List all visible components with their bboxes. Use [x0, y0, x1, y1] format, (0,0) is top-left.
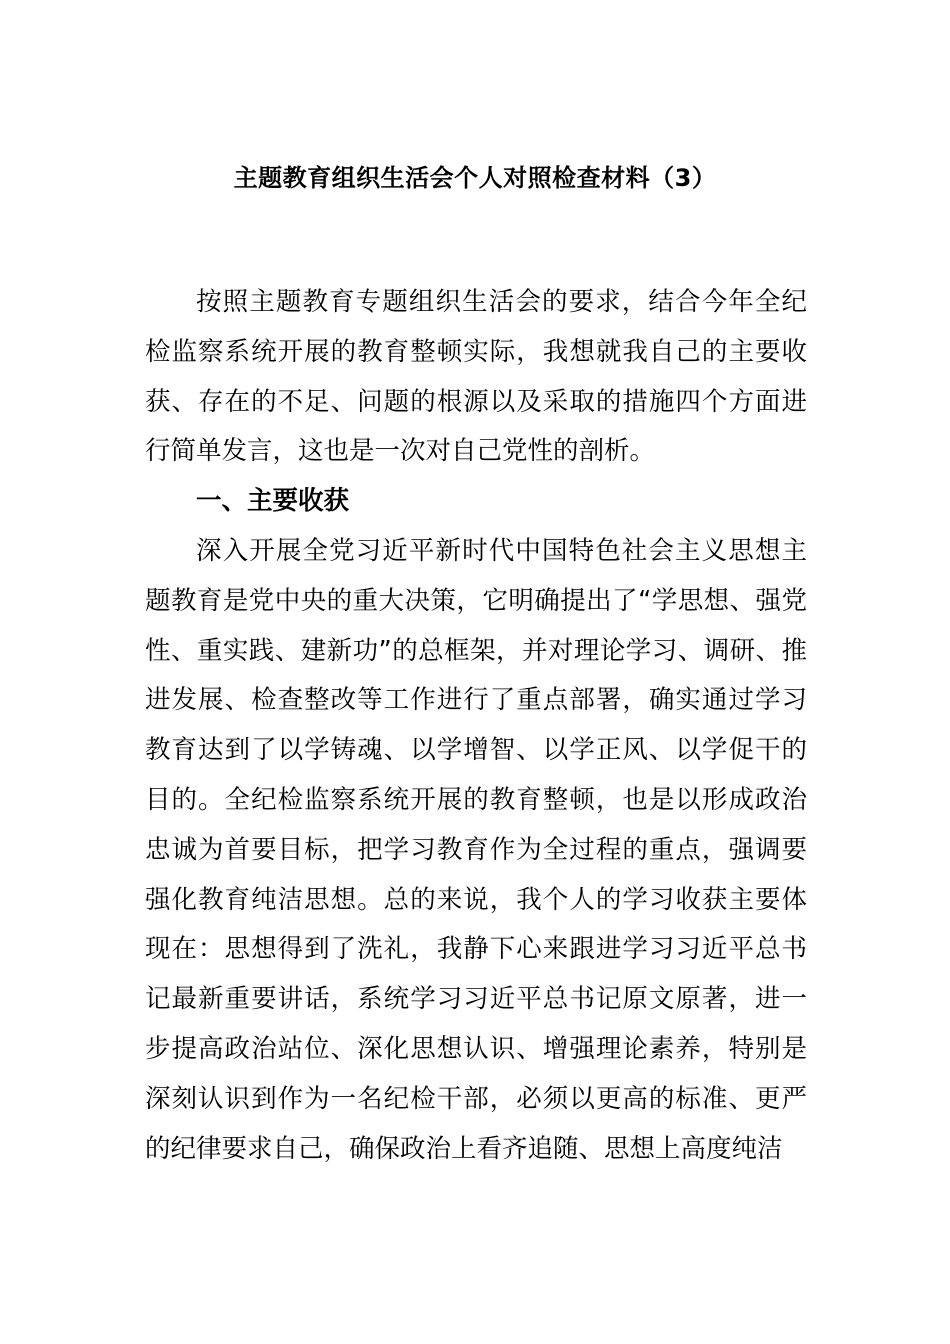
document-title: 主题教育组织生活会个人对照检查材料（3）: [233, 164, 717, 192]
section-paragraph-main-gains: 深入开展全党习近平新时代中国特色社会主义思想主题教育是党中央的重大决策，它明确提出了“学思想、强党性、重实践、建新功”的总框架，并对理论学习、调研、推进发展、检查整改等工作进行了重点部署，确实通过学习教育达到了以学铸魂、以学增智、以学正风、以学促干的目的。全纪检监察系统开展的教育整顿，也是以形成政治忠诚为首要目标，把学习教育作为全过程的重点，强调要强化教育纯洁思想。总的来说，我个人的学习收获主要体现在：思想得到了洗礼，我静下心来跟进学习习近平总书记最新重要讲话，系统学习习近平总书记原文原著，进一步提高政治站位、深化思想认识、增强理论素养，特别是深刻认识到作为一名纪检干部，必须以更高的标准、更严的纪律要求自己，确保政治上看齐追随、思想上高度纯洁: [145, 535, 807, 1164]
section-heading-main-gains: 一、主要收获: [196, 486, 350, 517]
document-body: [145, 278, 807, 1174]
intro-paragraph: 按照主题教育专题组织生活会的要求，结合今年全纪检监察系统开展的教育整顿实际，我想就我自己的主要收获、存在的不足、问题的根源以及采取的措施四个方面进行简单发言，这也是一次对自己党性的剖析。: [145, 287, 807, 467]
